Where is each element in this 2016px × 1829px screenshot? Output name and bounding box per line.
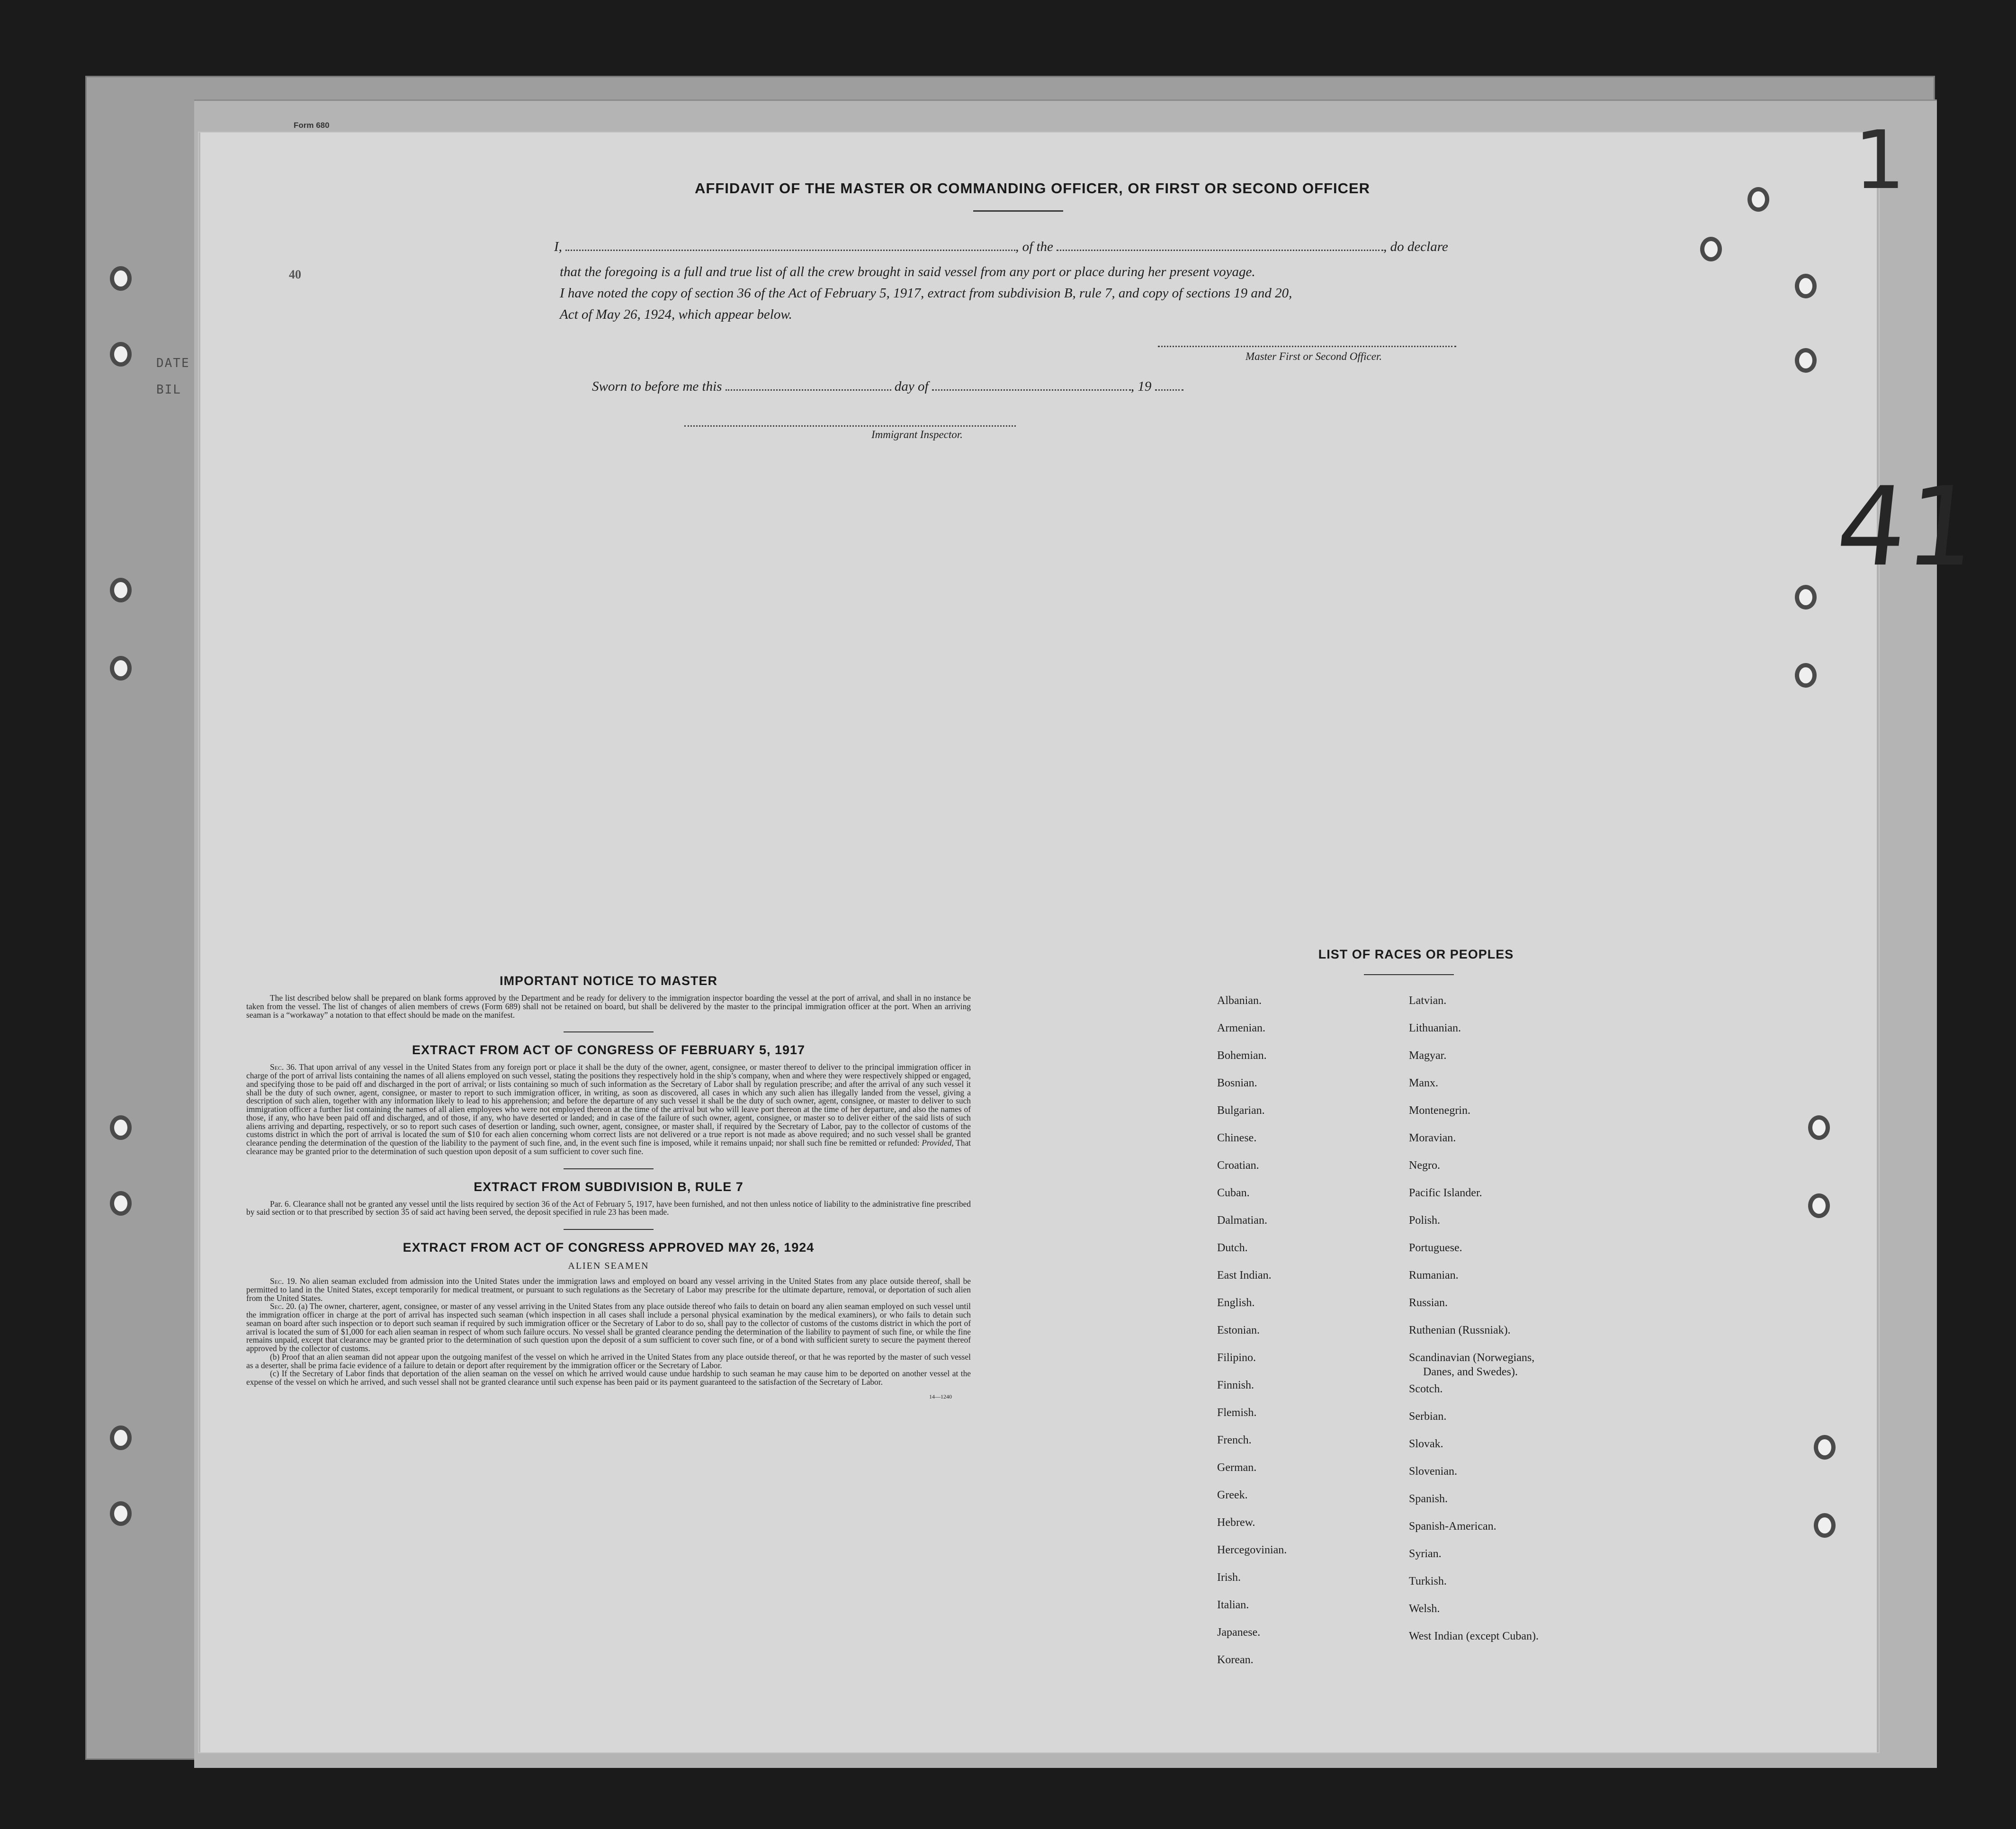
race-item: Negro. xyxy=(1409,1159,1440,1172)
sec-20b-text: (b) Proof that an alien seaman did not appear upon the outgoing manifest of the vessel on which he arrived in the United States from any place outside thereof, or that he was reported by the master of such vessel as a deserter, shall be prima facie evidence of a failure to detain or deport after requirement by the immigration officer or the Secretary of Labor. xyxy=(246,1352,971,1370)
affidavit-body-line-2: I have noted the copy of section 36 of the Act of February 5, 1917, extract from subdivision B, rule 7, and copy of sections 19 and 20, xyxy=(560,286,1292,301)
sec-36-text-end: That clearance may be granted prior to the determination of such question upon deposit of a sum sufficient to cover such fine. xyxy=(246,1138,971,1156)
sworn-line xyxy=(592,379,1183,394)
handwritten-mark-1: 1 xyxy=(1854,114,1906,207)
inspector-signature-label: Immigrant Inspector. xyxy=(871,429,963,440)
vessel-field[interactable] xyxy=(1057,240,1383,251)
sec-36-text: That upon arrival of any vessel in the United States from any foreign port or place it shall be the duty of the owner, agent, consignee, or master thereof to deliver to the principal immigration officer in charge of the port of arrival lists containing the names of all aliens employed on such vessel, stating the positions they respectively hold in the ship’s company, when and where they were respectively shipped or engaged, and specifying those to be paid off and discharged in the port of arrival; or lists containing so much of such information as the Secretary of Labor shall by regulation prescribe; and after the arrival of any such vessel it shall be the duty of such owner, agent, consignee, or master to report to such immigration officer, in writing, as soon as discovered, all cases in which any such alien has illegally landed from the vessel, giving a description of such alien, together with any information likely to lead to his apprehension; and before the departure of any such vessel it shall be the duty of such owner, agent, consignee, or master to deliver to such immigration officer a further list containing the names of all alien employees who were not employed thereon at the time of the arrival but who will leave port thereon at the time of her departure, and also the names of those, if any, who have been paid off and discharged, and of those, if any, who have deserted or landed; and in case of the failure of such owner, agent, consignee, or master so to deliver either of the said lists of such aliens arriving and departing, respectively, or so to report such cases of desertion or landing, such owner, agent, consignee, or master shall, if required by the Secretary of Labor, pay to the collector of customs of the customs district in which the port of arrival is located the sum of $10 for each alien concerning whom correct lists are not delivered or a true report is not made as above required; and no such vessel shall be granted clearance pending the determination of the question of the liability to the payment of such fine, and, in the event such fine is imposed, while it remains unpaid; nor shall such fine be remitted or refunded: xyxy=(246,1062,971,1148)
races-divider xyxy=(1364,974,1454,975)
sec-19-text: No alien seaman excluded from admission into the United States under the immigration laws and employed on board any vessel arriving in the United States from any place outside thereof, shall be permitted to land in the United States, except temporarily for medical treatment, or pursuant to such regulations as the Secretary of Labor may prescribe for the ultimate departure, removal, or deportation of such alien from the United States. xyxy=(246,1276,971,1303)
punch-hole xyxy=(1808,1193,1830,1218)
sworn-text: Sworn to before me this xyxy=(592,379,722,394)
race-item: Filipino. xyxy=(1217,1352,1256,1364)
punch-hole xyxy=(1747,187,1769,212)
race-item: Slovenian. xyxy=(1409,1465,1457,1478)
race-item: Greek. xyxy=(1217,1489,1248,1501)
extract-1917-title: EXTRACT FROM ACT OF CONGRESS OF FEBRUARY 5, 1917 xyxy=(412,1043,806,1058)
race-item: East Indian. xyxy=(1217,1269,1272,1282)
punch-hole xyxy=(110,656,132,681)
inspector-signature-line[interactable] xyxy=(684,425,1016,427)
extract-1917-text xyxy=(246,1063,971,1156)
race-item: Latvian. xyxy=(1409,995,1447,1007)
race-item: Moravian. xyxy=(1409,1132,1456,1144)
race-item: Dalmatian. xyxy=(1217,1214,1267,1227)
race-item: Danes, and Swedes). xyxy=(1423,1366,1518,1378)
master-signature-label: Master First or Second Officer. xyxy=(1245,350,1382,362)
affidavit-do-declare: , do declare xyxy=(1383,239,1448,254)
race-item: French. xyxy=(1217,1434,1252,1446)
affidavit-section xyxy=(545,180,1492,212)
punch-hole xyxy=(1700,237,1722,261)
sworn-day-field[interactable] xyxy=(726,380,891,391)
form-number: Form 680 xyxy=(294,121,330,130)
race-item: Flemish. xyxy=(1217,1407,1257,1419)
affidavit-body-line-3: Act of May 26, 1924, which appear below. xyxy=(560,307,792,322)
punch-hole xyxy=(110,266,132,291)
race-item: Chinese. xyxy=(1217,1132,1257,1144)
subdivision-b-text xyxy=(246,1200,971,1217)
race-item: Spanish. xyxy=(1409,1493,1448,1505)
races-list xyxy=(1212,947,1591,1666)
race-item: Hebrew. xyxy=(1217,1516,1255,1529)
section-divider xyxy=(564,1229,654,1230)
punch-hole xyxy=(110,578,132,602)
background-mark: 40 xyxy=(289,268,301,281)
affidavit-divider xyxy=(973,210,1063,212)
sec-20a-text: (a) The owner, charterer, agent, consignee, or master of any vessel arriving in the United States from any place outside thereof who fails to detain on board any alien seaman employed on such vessel until the immigration officer in charge at the port of arrival has inspected such seaman (which inspection in all cases shall include a personal physical examination by the medical examiners), or who fails to detain such seaman on board after such inspection or to deport such seaman if required by such immigration officer or the Secretary of Labor to do so, shall pay to the collector of customs of the customs district in which the port of arrival is located the sum of $1,000 for each alien seaman in respect of whom such failure occurs. No vessel shall be granted clearance pending the determination of the liability to payment of such fine, or while the fine remains unpaid, except that clearance may be granted prior to the determination of such question upon the deposit of a sum sufficient to cover such fine, or of a bond with sufficient surety to secure the payment thereof approved by the collector of customs. xyxy=(246,1301,971,1353)
punch-hole xyxy=(1814,1435,1836,1460)
race-item: Bosnian. xyxy=(1217,1077,1257,1089)
sec-19-label: Sec. 19. xyxy=(270,1276,297,1286)
handwritten-mark-41: 41 xyxy=(1830,464,1983,591)
punch-hole xyxy=(110,1426,132,1450)
form-sheet xyxy=(199,133,1879,1752)
race-item: Turkish. xyxy=(1409,1575,1447,1587)
provided-word: Provided, xyxy=(922,1138,954,1148)
race-item: Scotch. xyxy=(1409,1383,1443,1395)
master-signature-line[interactable] xyxy=(1158,346,1456,347)
sworn-day-of: day of xyxy=(894,379,929,394)
notice-title: IMPORTANT NOTICE TO MASTER xyxy=(500,974,717,988)
punch-hole xyxy=(1795,274,1817,298)
race-item: Lithuanian. xyxy=(1409,1022,1461,1034)
race-item: Montenegrin. xyxy=(1409,1104,1470,1117)
left-edge-bil: BIL xyxy=(156,383,181,397)
race-item: Japanese. xyxy=(1217,1626,1261,1639)
affidavit-of-the: , of the xyxy=(1015,239,1053,254)
race-item: Syrian. xyxy=(1409,1548,1442,1560)
section-divider xyxy=(564,1168,654,1169)
race-item: Irish. xyxy=(1217,1571,1241,1584)
race-item: Cuban. xyxy=(1217,1187,1250,1199)
race-item: Albanian. xyxy=(1217,995,1262,1007)
race-item: Russian. xyxy=(1409,1297,1448,1309)
sworn-month-field[interactable] xyxy=(932,380,1131,391)
name-field[interactable] xyxy=(565,240,1015,251)
race-item: Manx. xyxy=(1409,1077,1438,1089)
legal-notices xyxy=(246,971,971,1400)
race-item: Magyar. xyxy=(1409,1049,1447,1062)
race-item: West Indian (except Cuban). xyxy=(1409,1630,1539,1642)
affidavit-declare-line xyxy=(554,239,1448,255)
sworn-year-prefix: , 19 xyxy=(1130,379,1152,394)
extract-1924-text xyxy=(246,1277,971,1387)
race-item: Rumanian. xyxy=(1409,1269,1459,1282)
race-item: Korean. xyxy=(1217,1654,1254,1666)
punch-hole xyxy=(1795,663,1817,688)
punch-hole xyxy=(110,1191,132,1216)
left-edge-date: DATE xyxy=(156,356,190,370)
race-item: Hercegovinian. xyxy=(1217,1544,1287,1556)
race-item: Polish. xyxy=(1409,1214,1441,1227)
race-item: Ruthenian (Russniak). xyxy=(1409,1324,1511,1336)
sec-20-label: Sec. 20. xyxy=(270,1301,296,1311)
punch-hole xyxy=(1808,1115,1830,1140)
race-item: Scandinavian (Norwegians, xyxy=(1409,1352,1535,1364)
race-item: German. xyxy=(1217,1461,1257,1474)
race-item: Welsh. xyxy=(1409,1603,1440,1615)
race-item: Finnish. xyxy=(1217,1379,1254,1391)
extract-1924-title: EXTRACT FROM ACT OF CONGRESS APPROVED MAY 26, 1924 xyxy=(403,1240,815,1255)
affidavit-body-line-1: that the foregoing is a full and true list of all the crew brought in said vessel from any port or place during her present voyage. xyxy=(560,264,1255,279)
affidavit-i: I, xyxy=(554,239,562,254)
notice-paragraph: The list described below shall be prepared on blank forms approved by the Department and be ready for delivery to the immigration inspector boarding the vessel at the port of arrival, and shall in no instance be taken from the vessel. The list of changes of alien members of crews (Form 689) shall not be retained on board, but shall be delivered by the master to the principal immigration officer at the port. When an arriving seaman is a “workaway” a notation to that effect should be made on the manifest. xyxy=(246,993,971,1020)
alien-seamen-subtitle: ALIEN SEAMEN xyxy=(568,1261,649,1271)
section-divider xyxy=(564,1031,654,1032)
races-title: LIST OF RACES OR PEOPLES xyxy=(1318,947,1514,961)
race-item: Dutch. xyxy=(1217,1242,1248,1254)
affidavit-title: AFFIDAVIT OF THE MASTER OR COMMANDING OFFICER, OR FIRST OR SECOND OFFICER xyxy=(694,180,1371,197)
race-item: Armenian. xyxy=(1217,1022,1265,1034)
punch-hole xyxy=(1795,585,1817,610)
race-item: Croatian. xyxy=(1217,1159,1259,1172)
punch-hole xyxy=(110,1501,132,1526)
race-item: Pacific Islander. xyxy=(1409,1187,1482,1199)
sec-36-label: Sec. 36. xyxy=(270,1062,297,1072)
punch-hole xyxy=(110,342,132,367)
sworn-year-field[interactable] xyxy=(1155,380,1183,391)
race-item: English. xyxy=(1217,1297,1255,1309)
subdivision-b-title: EXTRACT FROM SUBDIVISION B, RULE 7 xyxy=(474,1179,744,1194)
race-item: Spanish-American. xyxy=(1409,1520,1496,1533)
punch-hole xyxy=(1814,1513,1836,1538)
subdivision-b-paragraph: Par. 6. Clearance shall not be granted any vessel until the lists required by section 36 of the Act of February 5, 1917, have been furnished, and not then unless notice of liability to the administrative fine prescribed by said section or to that prescribed by section 35 of said act having been served, the deposit specified in rule 23 has been made. xyxy=(246,1199,971,1217)
punch-hole xyxy=(1795,348,1817,373)
notice-text xyxy=(246,994,971,1019)
race-item: Serbian. xyxy=(1409,1410,1447,1423)
punch-hole xyxy=(110,1115,132,1140)
sec-20c-text: (c) If the Secretary of Labor finds that deportation of the alien seaman on the vessel on which he arrived would cause undue hardship to such seaman he may cause him to be deported on another vessel at the expense of the vessel on which he arrived, and such vessel shall not be granted clearance until such expense has been paid or its payment guaranteed to the satisfaction of the Secretary of Labor. xyxy=(246,1369,971,1387)
race-item: Bohemian. xyxy=(1217,1049,1267,1062)
race-item: Portuguese. xyxy=(1409,1242,1462,1254)
race-item: Estonian. xyxy=(1217,1324,1260,1336)
race-item: Bulgarian. xyxy=(1217,1104,1265,1117)
form-print-code: 14—1240 xyxy=(929,1393,952,1400)
race-item: Italian. xyxy=(1217,1599,1249,1611)
race-item: Slovak. xyxy=(1409,1438,1443,1450)
